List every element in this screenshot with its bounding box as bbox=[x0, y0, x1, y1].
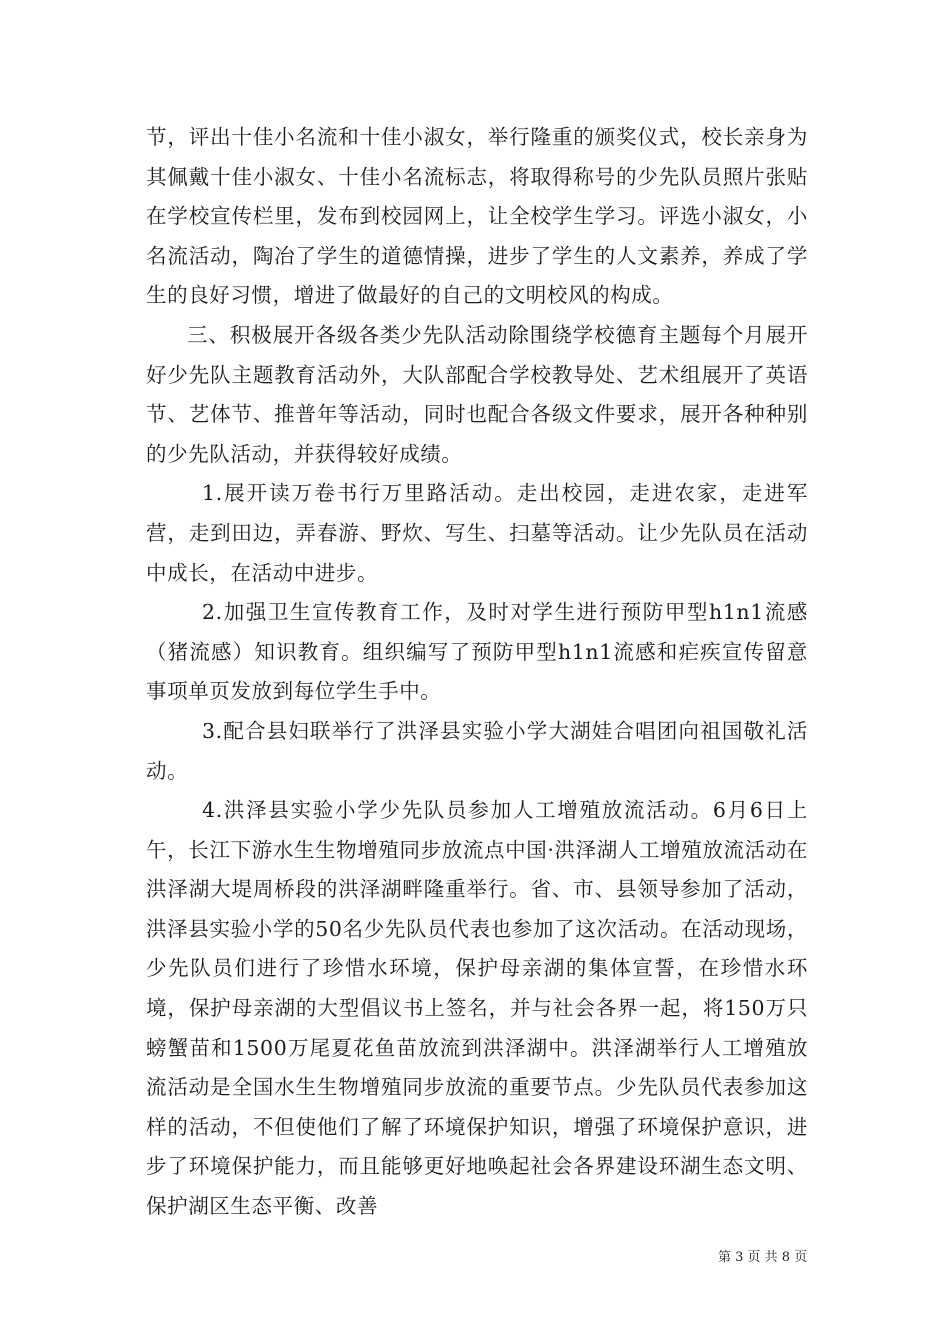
paragraph-section-three: 三、积极展开各级各类少先队活动除围绕学校德育主题每个月展开好少先队主题教育活动外，大队部配合学校教导处、艺术组展开了英语节、艺体节、推普年等活动，同时也配合各级文件要求，展开各种种别的少先队活动，并获得较好成绩。 bbox=[146, 322, 808, 466]
paragraph-item-4: 4.洪泽县实验小学少先队员参加人工增殖放流活动。6月6日上午，长江下游水生生物增殖同步放流点中国·洪泽湖人工增殖放流活动在洪泽湖大堤周桥段的洪泽湖畔隆重举行。省、市、县领导参加了活动，洪泽县实验小学的50名少先队员代表也参加了这次活动。在活动现场，少先队员们进行了珍惜水环境，保护母亲湖的集体宣誓，在珍惜水环境，保护母亲湖的大型倡议书上签名，并与社会各界一起，将150万只螃蟹苗和1500万尾夏花鱼苗放流到洪泽湖中。洪泽湖举行人工增殖放流活动是全国水生生物增殖同步放流的重要节点。少先队员代表参加这样的活动，不但使他们了解了环境保护知识，增强了环境保护意识，进步了环境保护能力，而且能够更好地唤起社会各界建设环湖生态文明、保护湖区生态平衡、改善 bbox=[146, 798, 808, 1219]
paragraph-item-1: 1.展开读万卷书行万里路活动。走出校园，走进农家，走进军营，走到田边，弄春游、野炊、写生、扫墓等活动。让少先队员在活动中成长，在活动中进步。 bbox=[146, 481, 808, 585]
paragraph-continuation: 节，评出十佳小名流和十佳小淑女，举行隆重的颁奖仪式，校长亲身为其佩戴十佳小淑女、十佳小名流标志，将取得称号的少先队员照片张贴在学校宣传栏里，发布到校园网上，让全校学生学习。评选小淑女，小名流活动，陶冶了学生的道德情操，进步了学生的人文素养，养成了学生的良好习惯，增进了做最好的自己的文明校风的构成。 bbox=[146, 125, 808, 308]
page-number-footer: 第 3 页 共 8 页 bbox=[718, 1250, 808, 1265]
document-body bbox=[146, 118, 808, 1227]
paragraph-item-3: 3.配合县妇联举行了洪泽县实验小学大湖娃合唱团向祖国敬礼活动。 bbox=[146, 718, 808, 783]
paragraph-item-2: 2.加强卫生宣传教育工作，及时对学生进行预防甲型h1n1流感（猪流感）知识教育。组织编写了预防甲型h1n1流感和疟疾宣传留意事项单页发放到每位学生手中。 bbox=[146, 600, 808, 704]
